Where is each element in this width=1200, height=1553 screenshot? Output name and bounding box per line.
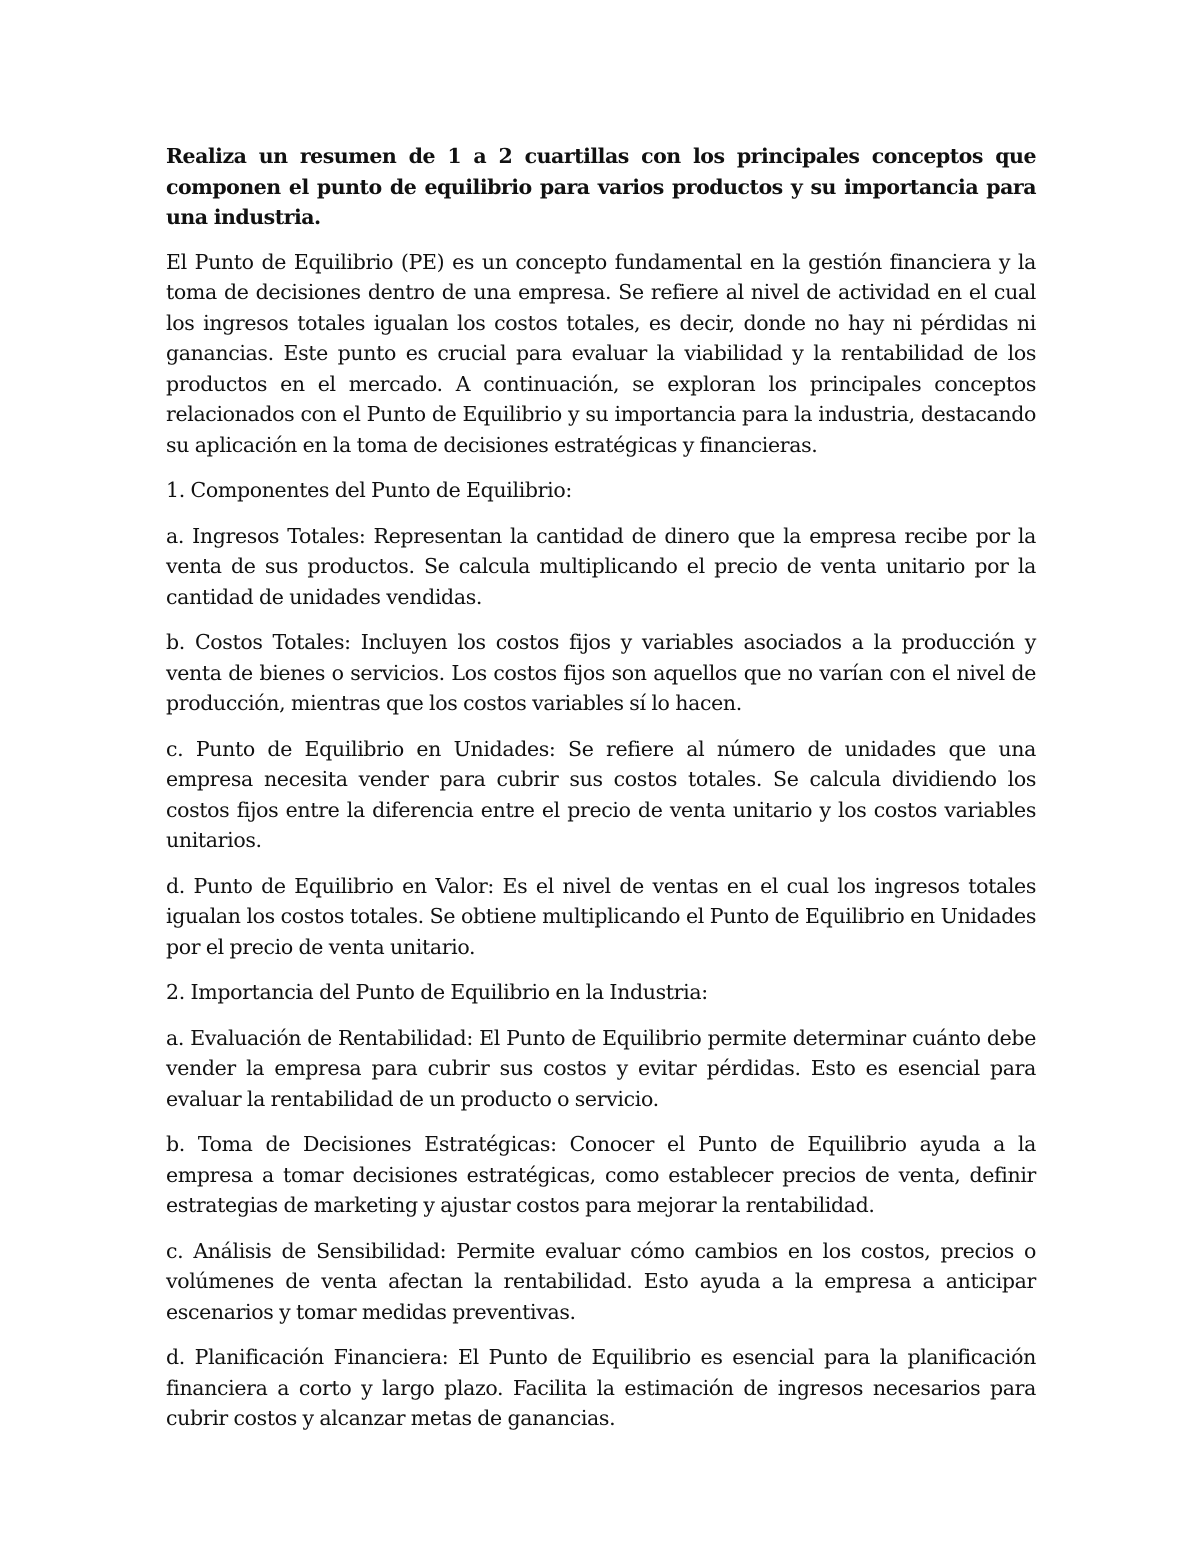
section-2-item-c: c. Análisis de Sensibilidad: Permite evaluar cómo cambios en los costos, precios o volúmenes de venta afectan la rentabilidad. Esto ayuda a la empresa a anticipar escenarios y tomar medidas preventivas. (166, 1238, 1036, 1324)
section-1-item-c: c. Punto de Equilibrio en Unidades: Se refiere al número de unidades que una empresa necesita vender para cubrir sus costos totales. Se calcula dividiendo los costos fijos entre la diferencia entre el precio de venta unitario y los costos variables unitarios. (166, 736, 1036, 852)
section-2-heading: 2. Importancia del Punto de Equilibrio en la Industria: (166, 980, 708, 1004)
section-2-item-b: b. Toma de Decisiones Estratégicas: Conocer el Punto de Equilibrio ayuda a la empresa a tomar decisiones estratégicas, como establecer precios de venta, definir estrategias de marketing y ajustar costos para mejorar la rentabilidad. (166, 1132, 1036, 1217)
section-2-item-a: a. Evaluación de Rentabilidad: El Punto de Equilibrio permite determinar cuánto debe vender la empresa para cubrir sus costos y evitar pérdidas. Esto es esencial para evaluar la rentabilidad de un producto o servicio. (166, 1025, 1036, 1111)
intro-paragraph: El Punto de Equilibrio (PE) es un concepto fundamental en la gestión financiera y la toma de decisiones dentro de una empresa. Se refiere al nivel de actividad en el cual los ingresos totales igualan los costos totales, es decir, donde no hay ni pérdidas ni ganancias. Este punto es crucial para evaluar la viabilidad y la rentabilidad de los productos en el mercado. A continuación, se exploran los principales conceptos relacionados con el Punto de Equilibrio y su importancia para la industria, destacando su aplicación en la toma de decisiones estratégicas y financieras. (166, 249, 1036, 457)
section-1-heading: 1. Componentes del Punto de Equilibrio: (166, 478, 572, 502)
document-title: Realiza un resumen de 1 a 2 cuartillas con los principales conceptos que componen el punto de equilibrio para varios productos y su importancia para una industria. (166, 144, 1036, 229)
section-1-item-b: b. Costos Totales: Incluyen los costos fijos y variables asociados a la producción y venta de bienes o servicios. Los costos fijos son aquellos que no varían con el nivel de producción, mientras que los costos variables sí lo hacen. (166, 630, 1036, 715)
section-1-item-d: d. Punto de Equilibrio en Valor: Es el nivel de ventas en el cual los ingresos totales igualan los costos totales. Se obtiene multiplicando el Punto de Equilibrio en Unidades por el precio de venta unitario. (166, 873, 1036, 959)
section-2-item-d: d. Planificación Financiera: El Punto de Equilibrio es esencial para la planificación financiera a corto y largo plazo. Facilita la estimación de ingresos necesarios para cubrir costos y alcanzar metas de ganancias. (166, 1345, 1036, 1430)
document-page (166, 141, 1036, 1449)
section-1-item-a: a. Ingresos Totales: Representan la cantidad de dinero que la empresa recibe por la venta de sus productos. Se calcula multiplicando el precio de venta unitario por la cantidad de unidades vendidas. (166, 523, 1036, 609)
